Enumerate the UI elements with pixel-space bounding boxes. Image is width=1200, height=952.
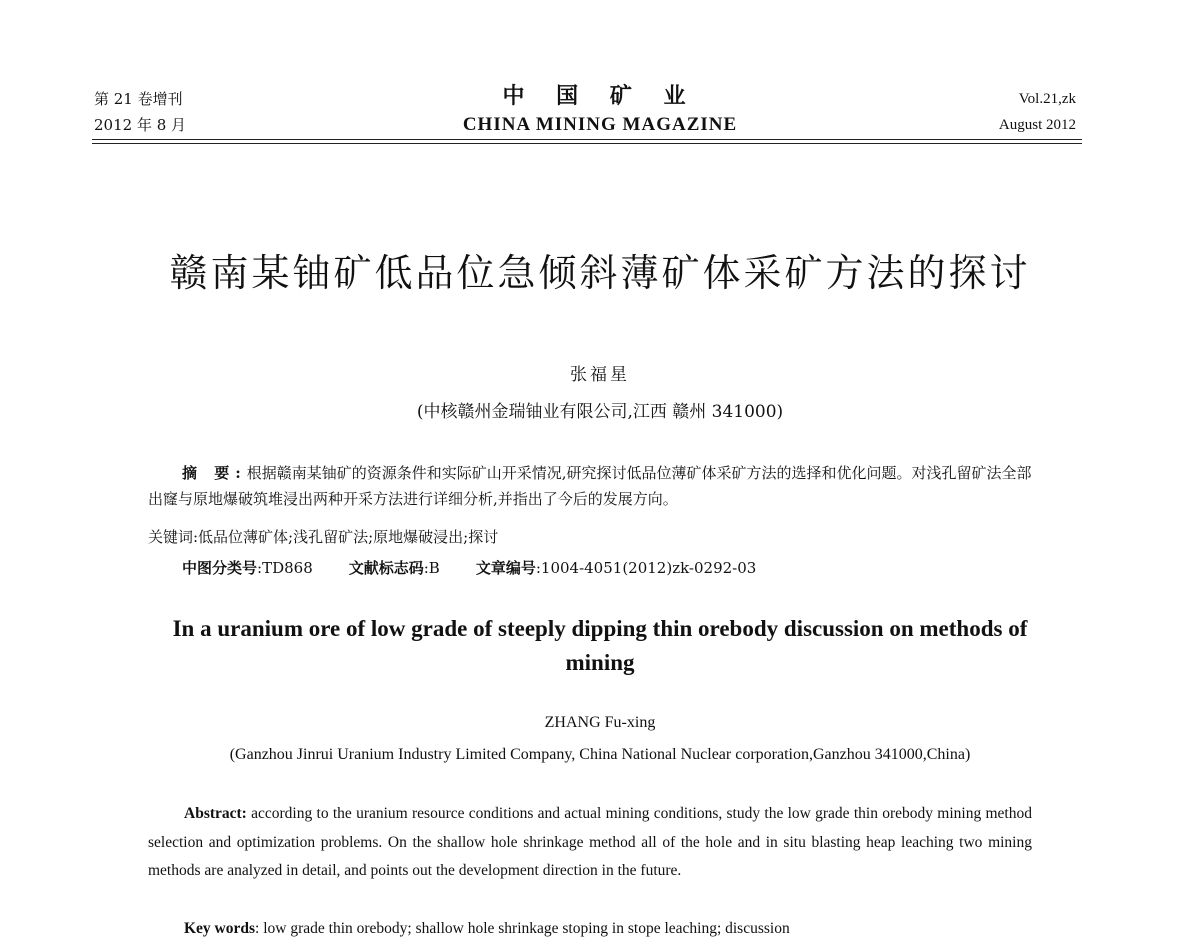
date-en: August 2012 [998,117,1076,133]
paper-title-en: In a uranium ore of low grade of steeply dipping thin orebody discussion on methods of mining [172,616,1028,675]
abstract-en-label: Abstract: [184,805,247,822]
clc-label: 中图分类号 [182,559,258,577]
journal-name-cn: 中 国 矿 业 [502,83,698,109]
clc-value: :TD868 [257,559,313,577]
header-rule-top [92,139,1082,140]
article-no-value: :1004-4051(2012)zk-0292-03 [535,559,757,577]
keywords-en [184,915,790,943]
classification-line [182,555,756,581]
abstract-cn-text: 根据赣南某铀矿的资源条件和实际矿山开采情况,研究探讨低品位薄矿体采矿方法的选择和优化问题。对浅孔留矿法全部出窿与原地爆破筑堆浸出两种开采方法进行详细分析,并指出了今后的发展方向。 [148,464,1032,508]
article-no-label: 文章编号 [475,559,536,577]
header-rule-bottom [92,143,1082,144]
author-en: ZHANG Fu-xing [544,714,656,731]
keywords-cn: 关键词:低品位薄矿体;浅孔留矿法;原地爆破浸出;探讨 [148,528,499,546]
header-right [999,86,1076,138]
affiliation-cn: (中核赣州金瑞铀业有限公司,江西 赣州 341000) [416,402,784,422]
volume-en: Vol.21,zk [1018,91,1076,107]
abstract-en [148,800,1032,886]
abstract-en-text: according to the uranium resource conditions and actual mining conditions, study the low grade thin orebody mining method selection and optimization problems. On the shallow hole shrinkage method all of the hole and in situ blasting heap leaching two mining methods are analyzed in detail, and points out the development direction in the future. [148,805,1032,879]
paper-title-cn: 赣南某铀矿低品位急倾斜薄矿体采矿方法的探讨 [169,251,1031,295]
keywords-en-label: Key words [184,920,256,937]
abstract-cn-label: 摘 要: [182,464,247,482]
journal-name-en: CHINA MINING MAGAZINE [462,114,738,135]
doc-code-value: :B [423,559,440,577]
affiliation-en: (Ganzhou Jinrui Uranium Industry Limited Company, China National Nuclear corporation,Ganzhou 341000,China) [229,746,971,763]
volume-cn: 第 21 卷增刊 [94,90,183,108]
keywords-en-text: : low grade thin orebody; shallow hole shrinkage stoping in stope leaching; discussion [255,920,790,937]
date-cn: 2012 年 8 月 [94,116,187,134]
doc-code-label: 文献标志码 [348,559,424,577]
author-cn: 张福星 [570,365,630,385]
abstract-cn [148,460,1038,512]
